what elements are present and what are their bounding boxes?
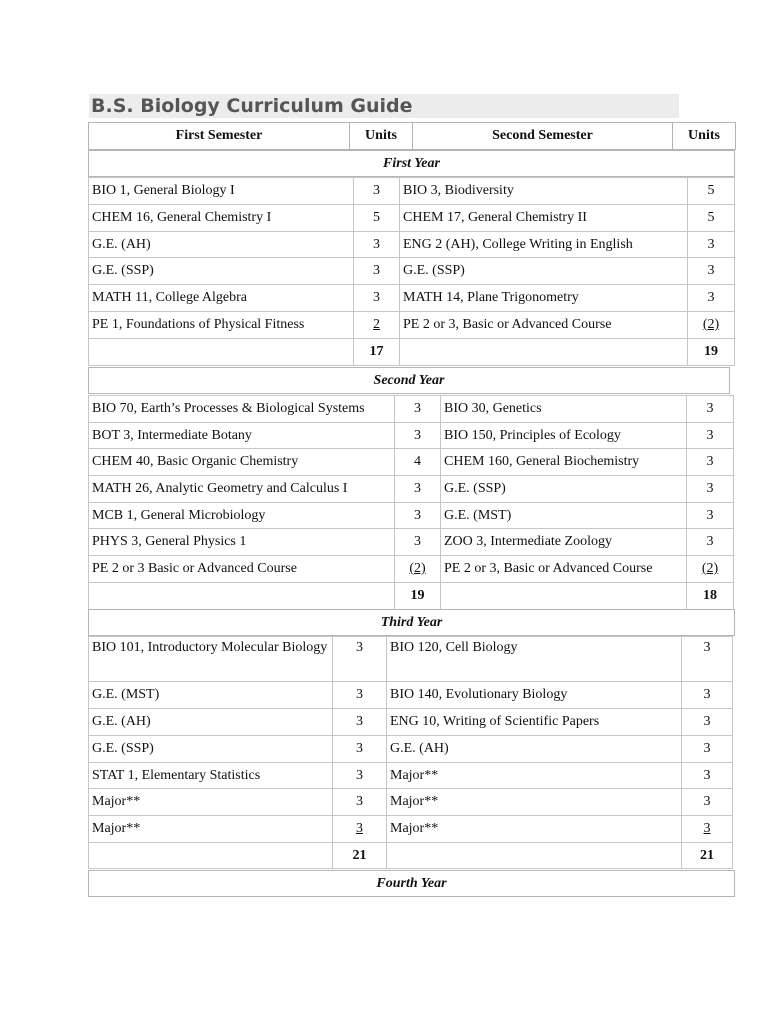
units-cell: 3 [687, 529, 734, 556]
units-cell: 3 [333, 763, 387, 789]
course-cell: G.E. (SSP) [441, 476, 687, 503]
year-label-fourth: Fourth Year [88, 870, 735, 897]
table-row [89, 449, 734, 476]
course-cell: G.E. (SSP) [89, 258, 354, 285]
table-row [89, 423, 734, 449]
year-label-first: First Year [88, 150, 735, 177]
units-value: 3 [703, 821, 711, 836]
units-cell: 3 [333, 736, 387, 763]
units-cell: 3 [688, 232, 735, 258]
course-cell: G.E. (MST) [441, 503, 687, 529]
course-cell: Major** [89, 816, 333, 843]
units-cell: 3 [682, 789, 733, 816]
course-cell: G.E. (AH) [387, 736, 682, 763]
total-units-2: 18 [687, 583, 734, 610]
units-cell: 3 [354, 285, 400, 312]
units-value: 2 [373, 317, 380, 332]
units-cell: 3 [682, 637, 733, 682]
course-cell: CHEM 17, General Chemistry II [400, 205, 688, 232]
units-cell: 3 [333, 637, 387, 682]
course-cell: G.E. (AH) [89, 709, 333, 736]
units-cell: 3 [395, 503, 441, 529]
course-cell: BIO 1, General Biology I [89, 178, 354, 205]
course-cell: BIO 70, Earth’s Processes & Biological Systems [89, 396, 395, 423]
units-cell: 3 [354, 232, 400, 258]
course-cell: BIO 140, Evolutionary Biology [387, 682, 682, 709]
course-cell: Major** [387, 816, 682, 843]
units-cell: 3 [688, 285, 735, 312]
table-row [89, 312, 735, 339]
units-cell: 5 [688, 205, 735, 232]
total-row [89, 843, 733, 869]
table-row [89, 232, 735, 258]
third-year-table [88, 636, 733, 869]
course-cell: CHEM 16, General Chemistry I [89, 205, 354, 232]
units-cell: 3 [687, 503, 734, 529]
table-row [89, 503, 734, 529]
units-value: (2) [409, 561, 426, 576]
units-cell: 3 [395, 423, 441, 449]
units-cell: 3 [333, 709, 387, 736]
total-row [89, 583, 734, 610]
total-units-1: 17 [354, 339, 400, 366]
page-title: B.S. Biology Curriculum Guide [89, 94, 679, 118]
course-cell: MATH 14, Plane Trigonometry [400, 285, 688, 312]
total-units-2: 21 [682, 843, 733, 869]
table-row [89, 529, 734, 556]
course-cell: PE 2 or 3, Basic or Advanced Course [400, 312, 688, 339]
table-row [89, 709, 733, 736]
course-cell: CHEM 40, Basic Organic Chemistry [89, 449, 395, 476]
course-cell: G.E. (SSP) [89, 736, 333, 763]
units-cell: 3 [687, 449, 734, 476]
units-cell: 3 [354, 178, 400, 205]
table-row [89, 178, 735, 205]
units-value: (2) [701, 561, 719, 576]
course-cell: Major** [89, 789, 333, 816]
total-units-2: 19 [688, 339, 735, 366]
second-year-table [88, 395, 734, 610]
course-cell: BOT 3, Intermediate Botany [89, 423, 395, 449]
course-cell: PHYS 3, General Physics 1 [89, 529, 395, 556]
table-row [89, 736, 733, 763]
course-cell: PE 2 or 3 Basic or Advanced Course [89, 556, 395, 583]
course-cell: BIO 101, Introductory Molecular Biology [89, 637, 333, 682]
course-cell: BIO 150, Principles of Ecology [441, 423, 687, 449]
units-cell: 3 [688, 258, 735, 285]
table-row [89, 258, 735, 285]
table-row [89, 556, 734, 583]
table-row [89, 476, 734, 503]
course-cell: BIO 30, Genetics [441, 396, 687, 423]
units-cell: 5 [688, 178, 735, 205]
units-cell: 3 [682, 763, 733, 789]
units-cell: 3 [354, 258, 400, 285]
course-cell: ENG 2 (AH), College Writing in English [400, 232, 688, 258]
course-cell: ENG 10, Writing of Scientific Papers [387, 709, 682, 736]
units-cell: 4 [395, 449, 441, 476]
units-cell: 3 [682, 682, 733, 709]
header-first-semester: First Semester [88, 122, 350, 150]
year-label-second: Second Year [88, 367, 730, 394]
table-row [89, 285, 735, 312]
table-row [89, 816, 733, 843]
table-row [89, 763, 733, 789]
header-units-1: Units [349, 122, 413, 150]
units-cell: 3 [687, 476, 734, 503]
units-cell: 3 [395, 396, 441, 423]
course-cell: Major** [387, 763, 682, 789]
table-row [89, 637, 733, 682]
course-cell: PE 1, Foundations of Physical Fitness [89, 312, 354, 339]
units-cell: 3 [682, 709, 733, 736]
units-cell: 5 [354, 205, 400, 232]
units-cell: 3 [333, 789, 387, 816]
course-cell: PE 2 or 3, Basic or Advanced Course [441, 556, 687, 583]
course-cell: CHEM 160, General Biochemistry [441, 449, 687, 476]
course-cell: BIO 3, Biodiversity [400, 178, 688, 205]
table-row [89, 396, 734, 423]
first-year-table [88, 177, 735, 366]
units-value: (2) [702, 317, 720, 332]
units-cell: 3 [333, 682, 387, 709]
header-units-2: Units [672, 122, 736, 150]
table-row [89, 682, 733, 709]
course-cell: BIO 120, Cell Biology [387, 637, 682, 682]
units-cell: 3 [687, 396, 734, 423]
course-cell: MATH 26, Analytic Geometry and Calculus I [89, 476, 395, 503]
year-label-third: Third Year [88, 609, 735, 636]
total-units-1: 21 [333, 843, 387, 869]
units-value: 3 [356, 821, 363, 836]
units-cell: 3 [395, 529, 441, 556]
course-cell: STAT 1, Elementary Statistics [89, 763, 333, 789]
units-cell: 3 [682, 736, 733, 763]
course-cell: ZOO 3, Intermediate Zoology [441, 529, 687, 556]
course-cell: MCB 1, General Microbiology [89, 503, 395, 529]
course-cell: G.E. (MST) [89, 682, 333, 709]
course-cell: Major** [387, 789, 682, 816]
course-cell: G.E. (AH) [89, 232, 354, 258]
table-row [89, 789, 733, 816]
table-row [89, 205, 735, 232]
course-cell: G.E. (SSP) [400, 258, 688, 285]
total-row [89, 339, 735, 366]
header-second-semester: Second Semester [412, 122, 673, 150]
units-cell: 3 [687, 423, 734, 449]
units-cell: 3 [395, 476, 441, 503]
total-units-1: 19 [395, 583, 441, 610]
course-cell: MATH 11, College Algebra [89, 285, 354, 312]
